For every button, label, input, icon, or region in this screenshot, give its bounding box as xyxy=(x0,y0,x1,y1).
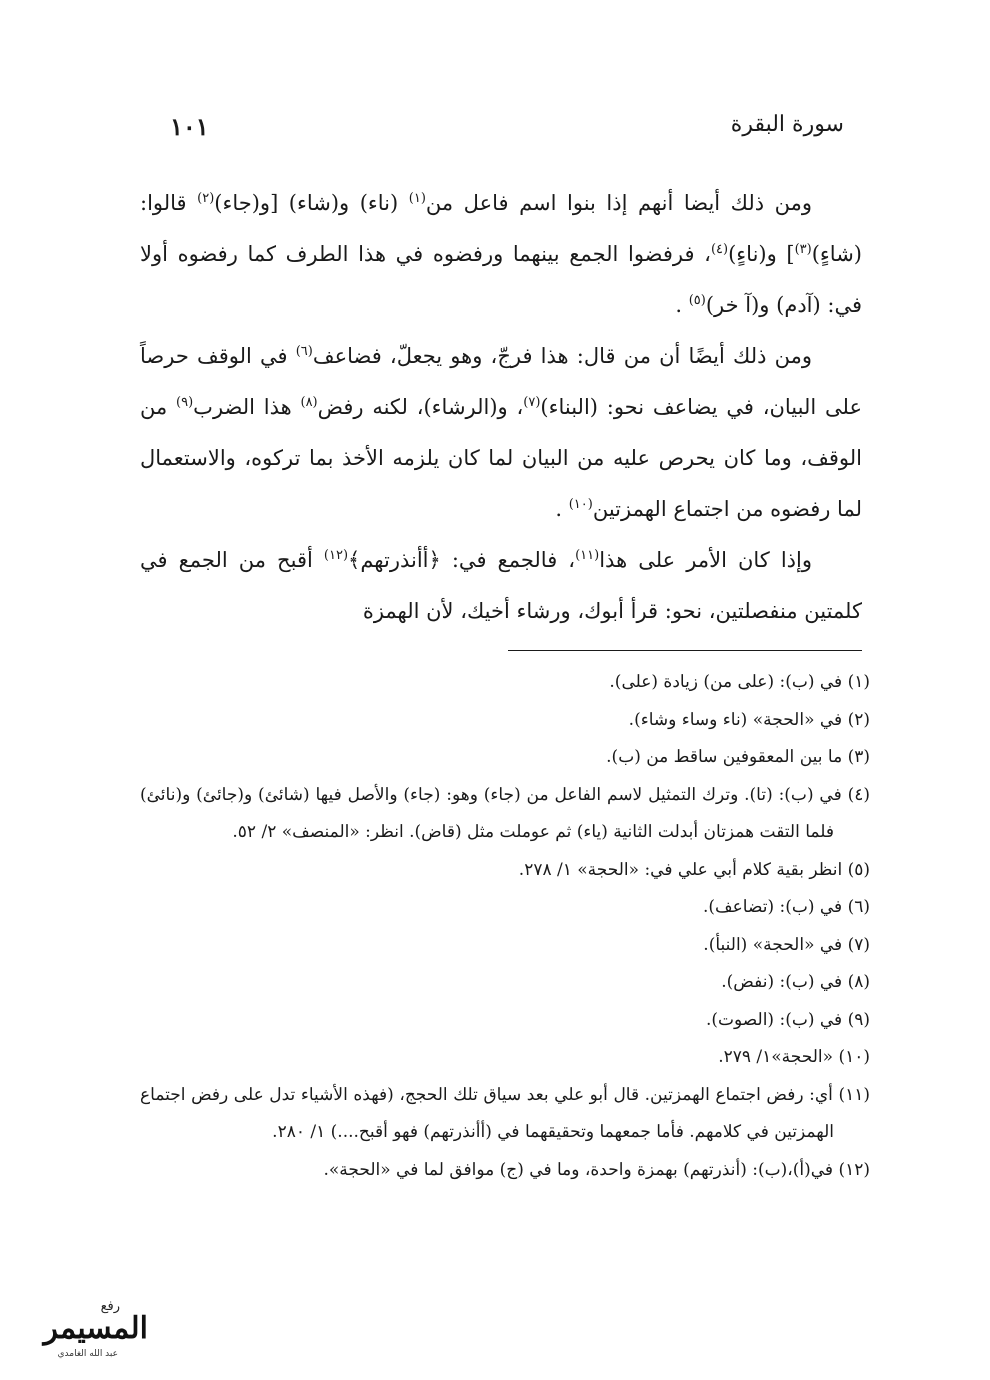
text-run: من الوقف، وما كان يحرص عليه من البيان لما كان يلزمه الأخذ بما تركوه، والاستعمال لما رفضوه من اجتماع الهمزتين xyxy=(140,395,862,521)
footnote-8: (٨) في (ب): (نفض). xyxy=(721,972,870,992)
footnote-10: (١٠) «الحجة»١/ ٢٧٩. xyxy=(718,1047,870,1067)
footnote-5: (٥) انظر بقية كلام أبي علي في: «الحجة» ١/ ٢٧٨. xyxy=(518,859,870,880)
text-run: . xyxy=(675,293,689,317)
footnote-12: (١٢) في(أ)،(ب): (أنذرتهم) بهمزة واحدة، وما في (ج) موافق لما في «الحجة». xyxy=(323,1159,870,1180)
footnote-ref-3[interactable]: (٣) xyxy=(794,242,812,257)
footnote-ref-8[interactable]: (٨) xyxy=(300,395,318,410)
paragraph-1 xyxy=(140,178,862,331)
footnote-ref-2[interactable]: (٢) xyxy=(197,191,215,206)
text-run: ] و(ناءٍ) xyxy=(728,242,795,266)
logo-line1-text: رفع xyxy=(100,1299,120,1314)
text-run: في الوقف حرصاً على البيان، في يضاعف نحو: (البناء) xyxy=(140,344,862,419)
paragraph-3 xyxy=(140,535,862,637)
text-run: . xyxy=(555,497,569,521)
logo-line3-text: عبد الله الغامدي xyxy=(57,1349,118,1359)
calligraphy-logo xyxy=(8,1290,158,1362)
footnote-3: (٣) ما بين المعقوفين ساقط من (ب). xyxy=(606,747,870,767)
footnote-9: (٩) في (ب): (الصوت). xyxy=(705,1009,870,1030)
page-number: ١٠١ xyxy=(170,112,209,141)
text-run: ، و(الرشاء)، لكنه رفض xyxy=(317,395,524,419)
footnote-ref-11[interactable]: (١١) xyxy=(575,548,600,563)
surah-title: سورة البقرة xyxy=(730,112,844,137)
footnote-ref-4[interactable]: (٤) xyxy=(710,242,729,257)
footnote-ref-12[interactable]: (١٢) xyxy=(323,548,349,563)
footnote-ref-1[interactable]: (١) xyxy=(408,191,426,206)
text-run: وإذا كان الأمر على هذا xyxy=(599,548,812,572)
footnote-ref-5[interactable]: (٥) xyxy=(688,293,706,308)
footnote-1: (١) في (ب): (على من) زيادة (على). xyxy=(609,672,870,692)
footnote-separator xyxy=(508,650,862,651)
footnote-ref-6[interactable]: (٦) xyxy=(295,344,313,359)
footnote-ref-7[interactable]: (٧) xyxy=(523,395,541,410)
footnote-4: (٤) في (ب): (تا). وترك التمثيل لاسم الفاعل من (جاء) وهو: (جاء) والأصل فيها (شائئ) و(جائئ) و(نائئ) فلما التقت همزتان أبدلت الثانية (ياء) ثم عوملت مثل (قاض). انظر: «المنصف» ٢/ ٥٢. xyxy=(140,784,870,842)
text-run: ومن ذلك أيضا أنهم إذا بنوا اسم فاعل من xyxy=(425,191,813,215)
footnote-11: (١١) أي: رفض اجتماع الهمزتين. قال أبو علي بعد سياق تلك الحجج، (فهذه الأشياء تدل على رفض اجتماع الهمزتين في كلامهم. فأما جمعهما وتحقيقهما في (أأنذرتهم) فهو أقبح....) ١/ ٢٨٠. xyxy=(140,1084,870,1142)
footnote-ref-9[interactable]: (٩) xyxy=(176,395,194,410)
paragraph-2 xyxy=(140,331,862,535)
footnote-ref-10[interactable]: (١٠) xyxy=(568,497,593,512)
footnote-7: (٧) في «الحجة» (النبأ). xyxy=(703,934,870,955)
text-run: ، فالجمع في: ﴿أأنذرتهم﴾ xyxy=(348,548,576,572)
text-run: ومن ذلك أيضًا أن من قال: هذا فرجّ، وهو يجعلّ، فضاعف xyxy=(312,344,812,368)
footnote-2: (٢) في «الحجة» (ناء وساء وشاء). xyxy=(628,709,870,730)
footnote-6: (٦) في (ب): (تضاعف). xyxy=(703,897,870,917)
text-run: (ناء) و(شاء) [و(جاء) xyxy=(214,191,409,215)
main-text xyxy=(140,178,862,637)
footnotes xyxy=(140,664,870,1189)
text-run: ، فرفضوا الجمع بينهما ورفضوه في هذا الطرف كما رفضوه أولا في: (آدم) و(آ خر) xyxy=(140,242,862,317)
text-run: قالوا: (شاءٍ) xyxy=(140,191,862,266)
text-run: أقبح من الجمع في كلمتين منفصلتين، نحو: قرأ أبوك، ورشاء أخيك، لأن الهمزة xyxy=(140,548,862,623)
logo-line2-text: المسيمر xyxy=(43,1311,148,1346)
text-run: هذا الضرب xyxy=(193,395,301,419)
